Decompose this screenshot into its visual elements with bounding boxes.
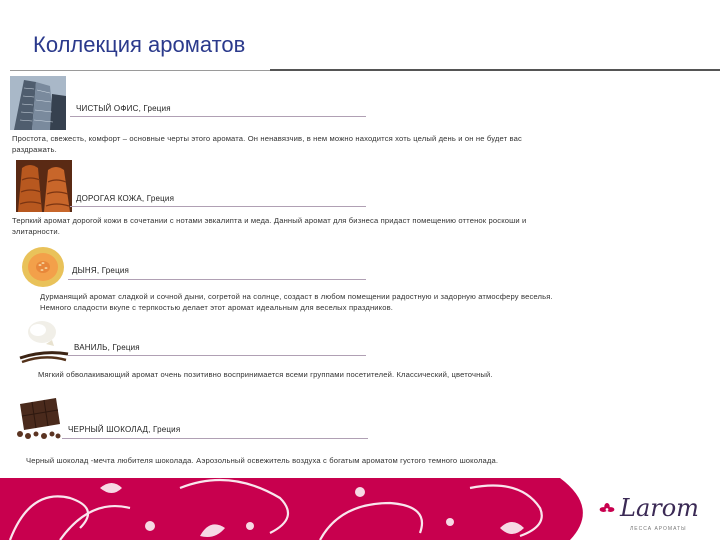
aroma-description <box>40 291 710 313</box>
title-divider-accent <box>270 69 720 71</box>
aroma-name: ЧЕРНЫЙ ШОКОЛАД, Греция <box>68 425 181 434</box>
vanilla-icon <box>16 318 70 364</box>
aroma-description-line: элитарности. <box>12 227 61 236</box>
aroma-description-line: Немного сладости вкупе с терпкостью делает этот аромат идеальным для веселых праздников. <box>40 303 394 312</box>
aroma-name: ДОРОГАЯ КОЖА, Греция <box>76 194 175 203</box>
aroma-name: ДЫНЯ, Греция <box>72 266 130 275</box>
aroma-divider <box>68 279 366 280</box>
aroma-divider <box>70 206 366 207</box>
aroma-description <box>12 133 712 155</box>
aroma-name: ЧИСТЫЙ ОФИС, Греция <box>76 104 171 113</box>
brand-tagline: ЛЕССА АРОМАТЫ <box>630 526 687 532</box>
brand-logo: Larom <box>620 494 699 522</box>
aroma-description-line: Простота, свежесть, комфорт – основные черты этого аромата. Он ненавязчив, в нем можно находится хоть целый день и он не будет вас <box>12 134 522 143</box>
leather-seats-icon <box>16 160 72 212</box>
aroma-divider <box>62 438 368 439</box>
aroma-divider <box>70 116 366 117</box>
aroma-divider <box>68 355 366 356</box>
melon-icon <box>20 244 66 290</box>
aroma-description-line: Дурманящий аромат сладкой и сочной дыни, согретой на солнце, создаст в любом помещении радостную и задорную атмосферу веселья. <box>40 292 553 301</box>
aroma-name: ВАНИЛЬ, Греция <box>74 343 140 352</box>
aroma-description-line: Мягкий обволакивающий аромат очень позитивно воспринимается всеми группами посетителей. Классический, цветочный. <box>38 370 493 379</box>
page-title: Коллекция ароматов <box>33 32 246 57</box>
aroma-description <box>26 455 706 466</box>
aroma-description-line: раздражать. <box>12 145 57 154</box>
brand-flower-icon <box>592 494 622 524</box>
aroma-description-line: Черный шоколад -мечта любителя шоколада. Аэрозольный освежитель воздуха с богатым ароматом густого темного шоколада. <box>26 456 499 465</box>
aroma-description <box>12 215 712 237</box>
office-building-icon <box>10 76 66 130</box>
aroma-description-line: Терпкий аромат дорогой кожи в сочетании с нотами эвкалипта и меда. Данный аромат для бизнеса придаст помещению оттенок роскоши и <box>12 216 527 225</box>
aroma-description <box>38 369 708 380</box>
chocolate-icon <box>10 396 66 440</box>
